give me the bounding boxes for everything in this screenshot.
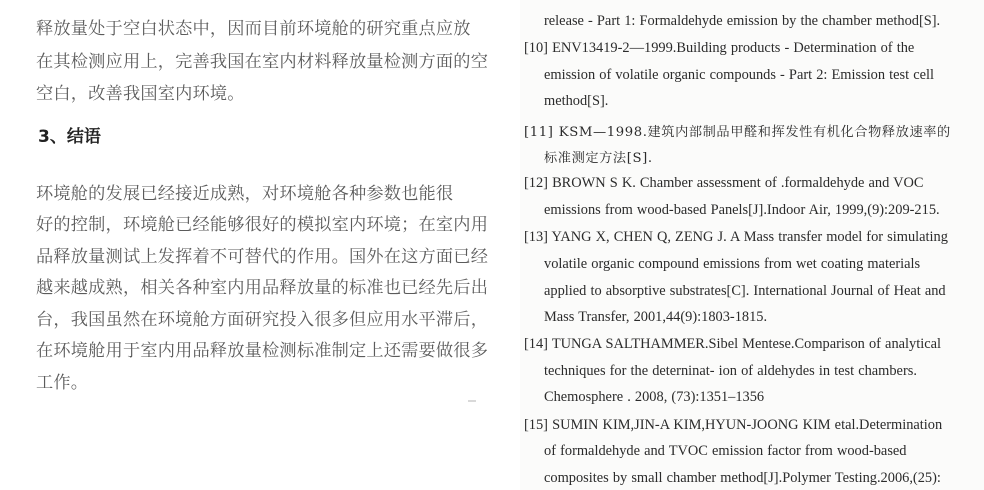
reference-entry-14: [14] TUNGA SALTHAMMER.Sibel Mentese.Comparison of analytical bbox=[524, 336, 941, 352]
conclusion-line: 工作。 bbox=[36, 373, 89, 393]
reference-line: volatile organic compound emissions from wet coating materials bbox=[544, 256, 921, 272]
section-heading: 3、结语 bbox=[38, 127, 101, 147]
conclusion-line: 好的控制，环境舱已经能够很好的模拟室内环境；在室内用 bbox=[36, 215, 489, 235]
reference-line: of formaldehyde and TVOC emission factor from wood-based bbox=[544, 443, 907, 459]
reference-line: 标准测定方法[S]. bbox=[544, 151, 653, 166]
reference-line: techniques for the deterninat- ion of aldehydes in test chambers. bbox=[544, 363, 917, 379]
body-paragraph-line: 空白，改善我国室内环境。 bbox=[36, 84, 245, 104]
reference-line: emission of volatile organic compounds - Part 2: Emission test cell bbox=[544, 67, 935, 83]
body-paragraph-line: 在其检测应用上，完善我国在室内材料释放量检测方面的空 bbox=[36, 52, 489, 72]
body-paragraph-line: 释放量处于空白状态中，因而目前环境舱的研究重点应放 bbox=[36, 19, 471, 39]
conclusion-line: 在环境舱用于室内用品释放量检测标准制定上还需要做很多 bbox=[36, 341, 489, 361]
reference-entry-15: [15] SUMIN KIM,JIN-A KIM,HYUN-JOONG KIM etal.Determination bbox=[524, 417, 943, 433]
reference-entry-12: [12] BROWN S K. Chamber assessment of .formaldehyde and VOC bbox=[524, 175, 924, 191]
conclusion-line: 环境舱的发展已经接近成熟，对环境舱各种参数也能很 bbox=[36, 184, 454, 204]
reference-entry-10: [10] ENV13419-2—1999.Building products - Determination of the bbox=[524, 40, 915, 56]
reference-entry-11: [11] KSM—1998.建筑内部制品甲醛和挥发性有机化合物释放速率的 bbox=[524, 125, 951, 140]
reference-line: Chemosphere . 2008, (73):1351–1356 bbox=[544, 389, 765, 405]
reference-line: emissions from wood-based Panels[J].Indoor Air, 1999,(9):209-215. bbox=[544, 202, 940, 218]
conclusion-line: 台，我国虽然在环境舱方面研究投入很多但应用水平滞后， bbox=[36, 310, 489, 330]
reference-line: release - Part 1: Formaldehyde emission by the chamber method[S]. bbox=[544, 13, 941, 29]
reference-line: method[S]. bbox=[544, 93, 609, 109]
reference-line: applied to absorptive substrates[C]. International Journal of Heat and bbox=[544, 283, 946, 299]
reference-entry-13: [13] YANG X, CHEN Q, ZENG J. A Mass transfer model for simulating bbox=[524, 229, 948, 245]
references-column bbox=[520, 0, 984, 490]
conclusion-line: 品释放量测试上发挥着不可替代的作用。国外在这方面已经 bbox=[36, 247, 489, 267]
reference-line: composites by small chamber method[J].Polymer Testing.2006,(25): bbox=[544, 470, 941, 486]
conclusion-line: 越来越成熟，相关各种室内用品释放量的标准也已经先后出 bbox=[36, 278, 489, 298]
reference-line: Mass Transfer, 2001,44(9):1803-1815. bbox=[544, 309, 768, 325]
scan-mark bbox=[468, 400, 476, 402]
